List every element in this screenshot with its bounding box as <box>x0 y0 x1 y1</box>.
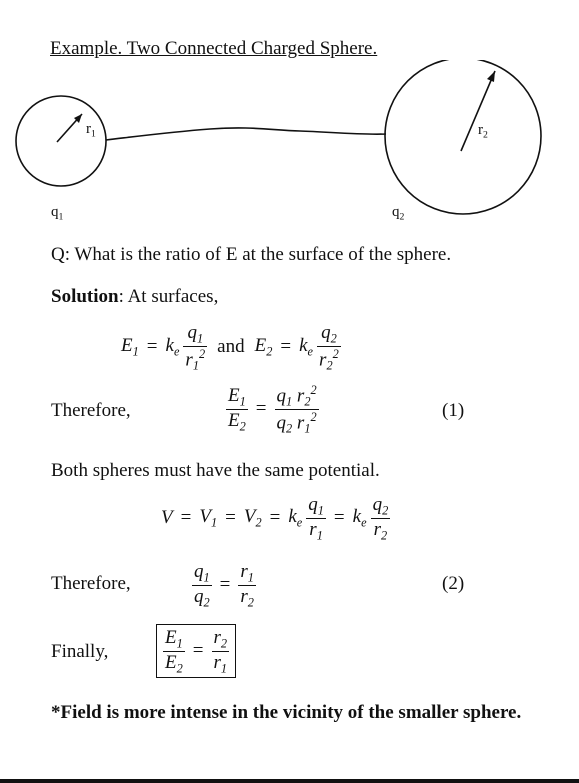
therefore-label-1: Therefore, <box>51 400 131 421</box>
fraction-q2-r2sq: $\frac{q_2}{r_2^2}$ <box>319 322 339 373</box>
field-equations: $E_1$ = $k_e$ $\frac{q_1}{r_1^2}$ and $E_2$ = $k_e$ $\frac{q_2}{r_2^2}$ <box>121 322 339 373</box>
solution-label: Solution <box>51 286 119 307</box>
question-text: Q: What is the ratio of E at the surface of the sphere. <box>51 244 452 265</box>
conclusion-text: *Field is more intense in the vicinity of the smaller sphere. <box>51 702 522 723</box>
label-q1: $q_1$ <box>51 204 64 223</box>
equation-number-2: (2) <box>442 573 465 594</box>
label-r2: $r_2$ <box>478 122 488 141</box>
potential-equation: V = $V_1$ = $V_2$ = $k_e$ $\frac{q_1}{r_1}$ = $k_e$ $\frac{q_2}{r_2}$ <box>161 494 389 542</box>
final-result-box: $\frac{E_1}{E_2}$ = $\frac{r_2}{r_1}$ <box>156 624 236 678</box>
arrowhead-r2 <box>487 71 495 82</box>
equation-2: $\frac{q_1}{q_2}$ = $\frac{r_1}{r_2}$ <box>194 561 254 609</box>
potential-text: Both spheres must have the same potential. <box>51 460 380 481</box>
and-word: and <box>217 336 245 358</box>
small-sphere <box>16 96 106 186</box>
fraction-q1-r1sq: $\frac{q_1}{r_1^2}$ <box>185 322 206 373</box>
connecting-wire <box>106 128 386 140</box>
large-sphere <box>385 60 541 214</box>
equation-number-1: (1) <box>442 400 465 421</box>
equation-1: $\frac{E_1}{E_2}$ = $\frac{q_1 r_2^2}{q_2 r_1^2}$ <box>228 383 317 436</box>
solution-line <box>51 286 218 308</box>
spheres-diagram <box>0 60 579 240</box>
label-q2: $q_2$ <box>392 204 405 223</box>
finally-label: Finally, <box>51 641 109 662</box>
therefore-label-2: Therefore, <box>51 573 131 594</box>
label-r1: $r_1$ <box>86 121 96 140</box>
page-title: Example. Two Connected Charged Sphere. <box>50 38 378 59</box>
bottom-rule <box>0 779 579 783</box>
solution-text: : At surfaces, <box>118 286 219 307</box>
